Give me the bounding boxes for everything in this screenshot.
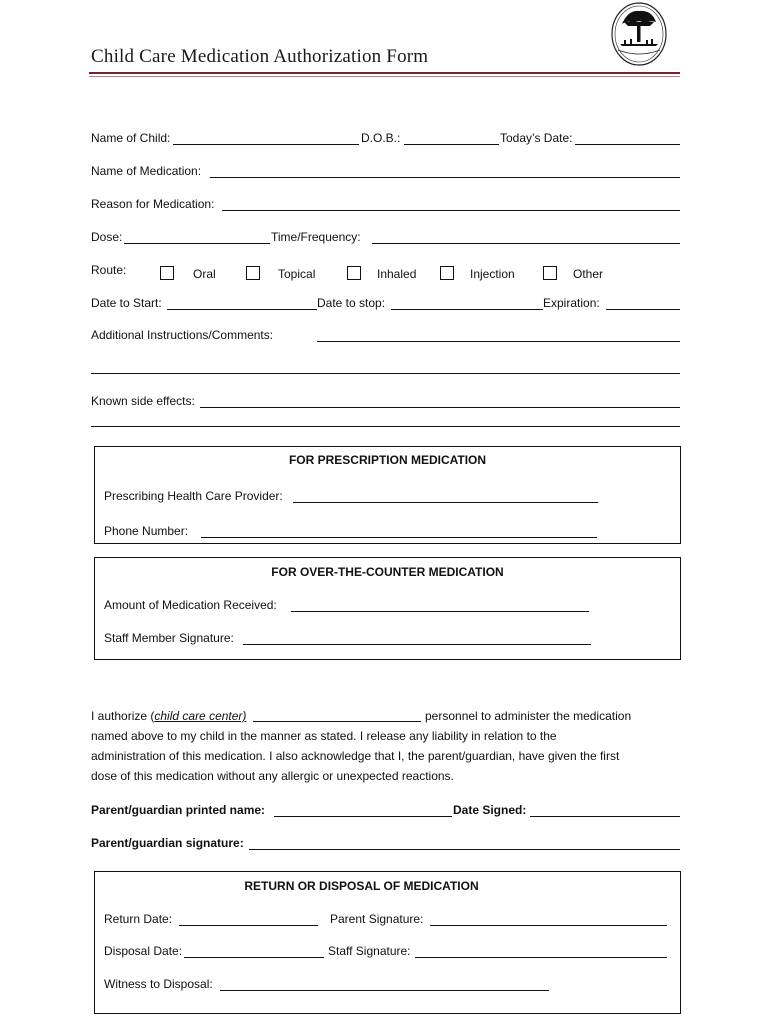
reason-label: Reason for Medication: xyxy=(91,197,215,211)
row-parent-signature xyxy=(91,835,680,851)
injection-option-label: Injection xyxy=(470,267,515,281)
inhaled-checkbox[interactable] xyxy=(347,266,361,280)
parent-signature-label: Parent/guardian signature: xyxy=(91,836,244,850)
additional-instructions-label: Additional Instructions/Comments: xyxy=(91,328,274,342)
staff-member-signature-label: Staff Member Signature: xyxy=(104,631,234,645)
authorization-line-4: dose of this medication without any allergic or unexpected reactions. xyxy=(91,769,454,783)
row-parent-name xyxy=(91,802,680,818)
disposal-date-field[interactable] xyxy=(184,957,324,958)
return-date-label: Return Date: xyxy=(104,912,173,926)
other-checkbox[interactable] xyxy=(543,266,557,280)
other-option-label: Other xyxy=(573,267,604,281)
oral-checkbox[interactable] xyxy=(160,266,174,280)
phone-label: Phone Number: xyxy=(104,524,189,538)
otc-heading: FOR OVER-THE-COUNTER MEDICATION xyxy=(271,565,504,579)
side-effects-label: Known side effects: xyxy=(91,394,195,408)
side-effects-line-2[interactable] xyxy=(91,426,680,427)
parent-printed-name-label: Parent/guardian printed name: xyxy=(91,803,266,817)
title-rule-thin xyxy=(89,76,680,77)
witness-label: Witness to Disposal: xyxy=(104,977,213,991)
disposal-staff-signature-field[interactable] xyxy=(415,957,667,958)
amount-received-field[interactable] xyxy=(291,611,589,612)
authorization-line-1: personnel to administer the medication xyxy=(425,709,632,723)
date-signed-label: Date Signed: xyxy=(453,803,527,817)
return-parent-signature-field[interactable] xyxy=(430,925,667,926)
form-title: Child Care Medication Authorization Form xyxy=(91,46,429,67)
otc-box xyxy=(94,557,681,660)
date-to-start-label: Date to Start: xyxy=(91,296,162,310)
date-to-stop-label: Date to stop: xyxy=(317,296,386,310)
authorization-paragraph xyxy=(91,706,681,786)
row-additional xyxy=(91,327,680,343)
parent-signature-field[interactable] xyxy=(249,849,680,850)
expiration-field[interactable] xyxy=(606,309,680,310)
date-to-start-field[interactable] xyxy=(167,309,317,310)
disposal-heading: RETURN OR DISPOSAL OF MEDICATION xyxy=(244,879,479,893)
authorization-line-3: administration of this medication. I also acknowledge that I, the parent/guardian, have given the first xyxy=(91,749,620,763)
parent-printed-name-field[interactable] xyxy=(274,816,452,817)
disposal-staff-signature-label: Staff Signature: xyxy=(328,944,411,958)
additional-instructions-line-2[interactable] xyxy=(91,373,680,374)
name-of-child-label: Name of Child: xyxy=(91,131,171,145)
prescription-heading: FOR PRESCRIPTION MEDICATION xyxy=(288,453,487,467)
time-frequency-label: Time/Frequency: xyxy=(271,230,361,244)
dose-label: Dose: xyxy=(91,230,123,244)
dob-field[interactable] xyxy=(404,144,499,145)
provider-field[interactable] xyxy=(293,502,598,503)
topical-checkbox[interactable] xyxy=(246,266,260,280)
time-frequency-field[interactable] xyxy=(372,243,680,244)
row-child-info xyxy=(91,130,680,146)
name-of-child-field[interactable] xyxy=(173,144,359,145)
name-of-medication-label: Name of Medication: xyxy=(91,164,202,178)
return-date-field[interactable] xyxy=(179,925,318,926)
return-parent-signature-label: Parent Signature: xyxy=(330,912,424,926)
child-care-center-field[interactable] xyxy=(253,721,421,722)
phone-field[interactable] xyxy=(201,537,597,538)
inhaled-option-label: Inhaled xyxy=(377,267,417,281)
row-reason xyxy=(91,196,680,212)
title-rule xyxy=(89,72,680,74)
amount-received-label: Amount of Medication Received: xyxy=(104,598,277,612)
witness-field[interactable] xyxy=(220,990,549,991)
todays-date-label: Today’s Date: xyxy=(500,131,573,145)
authorization-line-2: named above to my child in the manner as stated. I release any liability in relation to the xyxy=(91,729,557,743)
route-label: Route: xyxy=(91,263,127,277)
prescription-box xyxy=(94,446,681,544)
row-side-effects xyxy=(91,393,680,409)
row-dose xyxy=(91,229,680,245)
disposal-box xyxy=(94,871,681,1014)
child-care-center-label: child care center) xyxy=(154,709,247,723)
dob-label: D.O.B.: xyxy=(361,131,401,145)
side-effects-field[interactable] xyxy=(200,407,680,408)
date-signed-field[interactable] xyxy=(530,816,680,817)
row-medication xyxy=(91,163,680,179)
expiration-label: Expiration: xyxy=(543,296,600,310)
injection-checkbox[interactable] xyxy=(440,266,454,280)
name-of-medication-field[interactable] xyxy=(210,177,680,178)
authorization-prefix: I authorize ( xyxy=(91,709,155,723)
date-to-stop-field[interactable] xyxy=(391,309,543,310)
additional-instructions-field[interactable] xyxy=(317,341,680,342)
row-dates xyxy=(91,295,680,311)
school-logo xyxy=(610,2,668,68)
staff-member-signature-field[interactable] xyxy=(243,644,591,645)
todays-date-field[interactable] xyxy=(575,144,680,145)
oral-option-label: Oral xyxy=(193,267,216,281)
topical-option-label: Topical xyxy=(278,267,316,281)
provider-label: Prescribing Health Care Provider: xyxy=(104,489,283,503)
dose-field[interactable] xyxy=(124,243,270,244)
disposal-date-label: Disposal Date: xyxy=(104,944,183,958)
reason-field[interactable] xyxy=(222,210,680,211)
